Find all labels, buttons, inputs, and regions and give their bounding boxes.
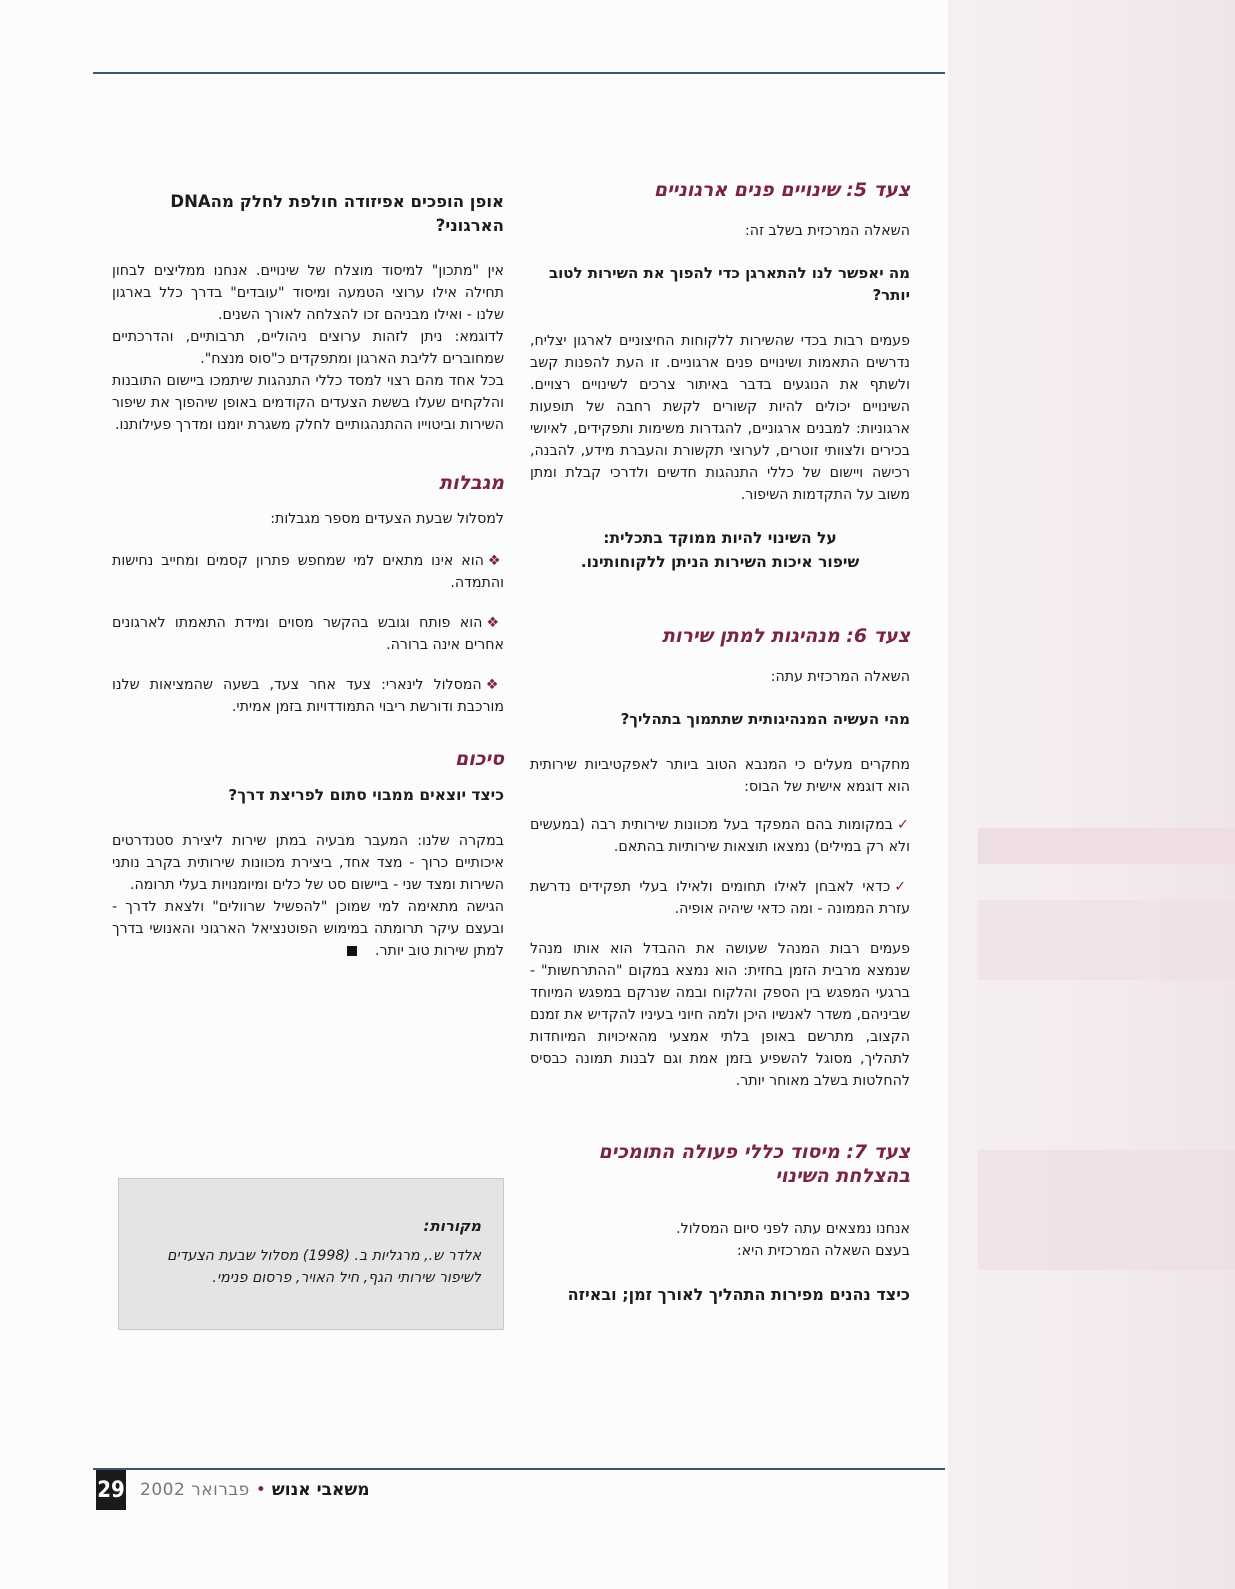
limitations-intro: למסלול שבעת הצעדים מספר מגבלות: xyxy=(270,511,504,527)
diamond-bullet-icon: ❖ xyxy=(485,677,504,693)
issue-date: פברואר 2002 xyxy=(140,1480,250,1500)
summary-paragraph-text: הגישה מתאימה למי שמוכן "להפשיל שרוולים" ולצאת לדרך - ובעצם עיקר תרומתה במימוש הפוטנציאל הארגוני והאנושי בדרך למתן שירות טוב יותר. xyxy=(112,899,504,959)
limitations-heading: מגבלות xyxy=(439,472,504,494)
step7-heading xyxy=(530,1140,910,1188)
checklist-item xyxy=(530,876,910,920)
left-column xyxy=(112,190,504,962)
step5-body: פעמים רבות בכדי שהשירות ללקוחות החיצוניים לארגון יצליח, נדרשים התאמות ושינויים פנים ארגוניים. זו העת להפנות קשב ולשתף את הנוגעים בדבר באיתור צרכים לשינויים רצויים. השינויים יכולים להיות קשורים לקשת רחבה של תופעות ארגוניות: למבנים ארגוניים, להגדרות משימות ותפקידים, לאיושי בכירים ולצוותי זוטרים, לערוצי תקשורת והעברת מידע, להבנה, רכישה ויישום של כללי התנהגות חדשים ולדרכי קבלת ומתן משוב על התקדמות השיפור. xyxy=(530,333,910,503)
step6-heading: צעד 6: מנהיגות למתן שירות xyxy=(661,625,910,647)
summary-question: כיצד יוצאים ממבוי סתום לפריצת דרך? xyxy=(228,786,504,804)
footer-credit xyxy=(140,1480,370,1500)
step6-question: מהי העשיה המנהיגותית שתתמוך בתהליך? xyxy=(620,710,910,728)
dna-title: אופן הופכים אפיזודה חולפת לחלק מהDNA הארגוני? xyxy=(170,192,504,235)
limitation-item xyxy=(112,550,504,594)
sources-box xyxy=(118,1178,504,1330)
bleed-through-band xyxy=(978,900,1235,980)
step5-intro: השאלה המרכזית בשלב זה: xyxy=(745,223,910,239)
step7-heading-line-1: צעד 7: מיסוד כללי פעולה התומכים xyxy=(598,1141,910,1163)
checklist-item-text: במקומות בהם המפקד בעל מכוונות שירותית רבה (במעשים ולא רק במילים) נמצאו תוצאות שירותיות בהתאם. xyxy=(530,817,910,855)
end-of-article-mark xyxy=(347,946,357,956)
step6-intro: השאלה המרכזית עתה: xyxy=(770,669,910,685)
dna-paragraph: בכל אחד מהם רצוי למסד כללי התנהגות שיתמכו ביישום התובנות והלקחים שעלו בששת הצעדים הקודמים באופן שיהפוך את שיפור השירות וביטוייו ההתנהגותיים לחלק משגרת יומנו ומדרך פעילותנו. xyxy=(112,373,504,433)
step6-body: מחקרים מעלים כי המנבא הטוב ביותר לאפקטיביות שירותית הוא דוגמא אישית של הבוס: xyxy=(530,757,910,795)
adjacent-page-margin xyxy=(948,0,1235,1589)
page-footer xyxy=(96,1470,370,1510)
limitation-item xyxy=(112,612,504,656)
bleed-through-band xyxy=(978,1150,1235,1270)
step5-focus xyxy=(530,526,910,574)
limitation-item-text: הוא פותח וגובש בהקשר מסוים ומידת התאמתו לארגונים אחרים אינה ברורה. xyxy=(112,615,504,653)
summary-paragraph xyxy=(112,896,504,962)
sources-title: מקורות: xyxy=(423,1217,481,1235)
summary-paragraph: במקרה שלנו: המעבר מבעיה במתן שירות ליצירת סטנדרטים איכותיים כרוך - מצד אחד, ביצירת מכוונות שירותית בקרב נותני השירות ומצד שני - ביישום סט של כלים ומיומנויות בעלי תרומה. xyxy=(112,833,504,893)
focus-line-1: על השינוי להיות ממוקד בתכלית: xyxy=(603,529,837,547)
page-number: 29 xyxy=(96,1470,126,1510)
dna-paragraph: לדוגמא: ניתן לזהות ערוצים ניהוליים, תרבותיים, והדרכתיים שמחוברים לליבת הארגון ומתפקדים כ"סוס מנצח". xyxy=(112,329,504,367)
checkmark-icon: ✓ xyxy=(896,817,911,833)
top-rule xyxy=(93,72,945,74)
limitation-item-text: הוא אינו מתאים למי שמחפש פתרון קסמים ומחייב נחישות והתמדה. xyxy=(112,553,504,591)
step7-heading-line-2: בהצלחת השינוי xyxy=(775,1165,910,1187)
sources-body: אלדר ש., מרגליות ב. (1998) מסלול שבעת הצעדים לשיפור שירותי הגף, חיל האויר, פרסום פנימי. xyxy=(167,1248,481,1286)
diamond-bullet-icon: ❖ xyxy=(487,553,504,569)
limitation-item-text: המסלול לינארי: צעד אחר צעד, בשעה שהמציאות שלנו מורכבת ודורשת ריבוי התמודדויות בזמן אמיתי. xyxy=(112,677,504,715)
checklist-item-text: כדאי לאבחן לאילו תחומים ולאילו בעלי תפקידים נדרשת עזרת הממונה - ומה כדאי שיהיה אופיה. xyxy=(530,879,910,917)
step7-intro-line-2: בעצם השאלה המרכזית היא: xyxy=(736,1243,910,1259)
step7-question: כיצד נהנים מפירות התהליך לאורך זמן; ובאיזה xyxy=(567,1285,910,1304)
checklist-item xyxy=(530,814,910,858)
checkmark-icon: ✓ xyxy=(894,879,910,895)
footer-bullet: • xyxy=(255,1480,266,1500)
step7-intro-line-1: אנחנו נמצאים עתה לפני סיום המסלול. xyxy=(676,1221,910,1237)
limitation-item xyxy=(112,674,504,718)
diamond-bullet-icon: ❖ xyxy=(486,615,504,631)
magazine-name: משאבי אנוש xyxy=(271,1480,370,1500)
bleed-through-band xyxy=(978,828,1235,864)
focus-line-2: שיפור איכות השירות הניתן ללקוחותינו. xyxy=(580,553,860,571)
right-column xyxy=(530,178,910,1330)
step5-heading: צעד 5: שינויים פנים ארגוניים xyxy=(653,179,910,201)
step6-body2: פעמים רבות המנהל שעושה את ההבדל הוא אותו מנהל שנמצא מרבית הזמן בחזית: הוא נמצא במקום "ההתרחשות" - ברגעי המפגש בין הספק והלקוח ובמה שנרקם במפגש המיוחד שביניהם, משדר לאנשיו היכן ולמה חיוני בעיניו להקדיש את זמנם הקצוב, מתרשם באופן בלתי אמצעי מהאיכויות המיוחדות לתהליך, מסוגל להשפיע בזמן אמת וגם לבנות תמונה כבסיס להחלטות בשלב מאוחר יותר. xyxy=(530,941,910,1089)
summary-heading: סיכום xyxy=(454,748,504,770)
dna-paragraph: אין "מתכון" למיסוד מוצלח של שינויים. אנחנו ממליצים לבחון תחילה אילו ערוצי הטמעה ומיסוד "עובדים" בדרך כלל בארגון שלנו - ואילו מבניהם זכו להצלחה לאורך השנים. xyxy=(112,263,504,323)
step5-question: מה יאפשר לנו להתארגן כדי להפוך את השירות לטוב יותר? xyxy=(548,264,910,304)
